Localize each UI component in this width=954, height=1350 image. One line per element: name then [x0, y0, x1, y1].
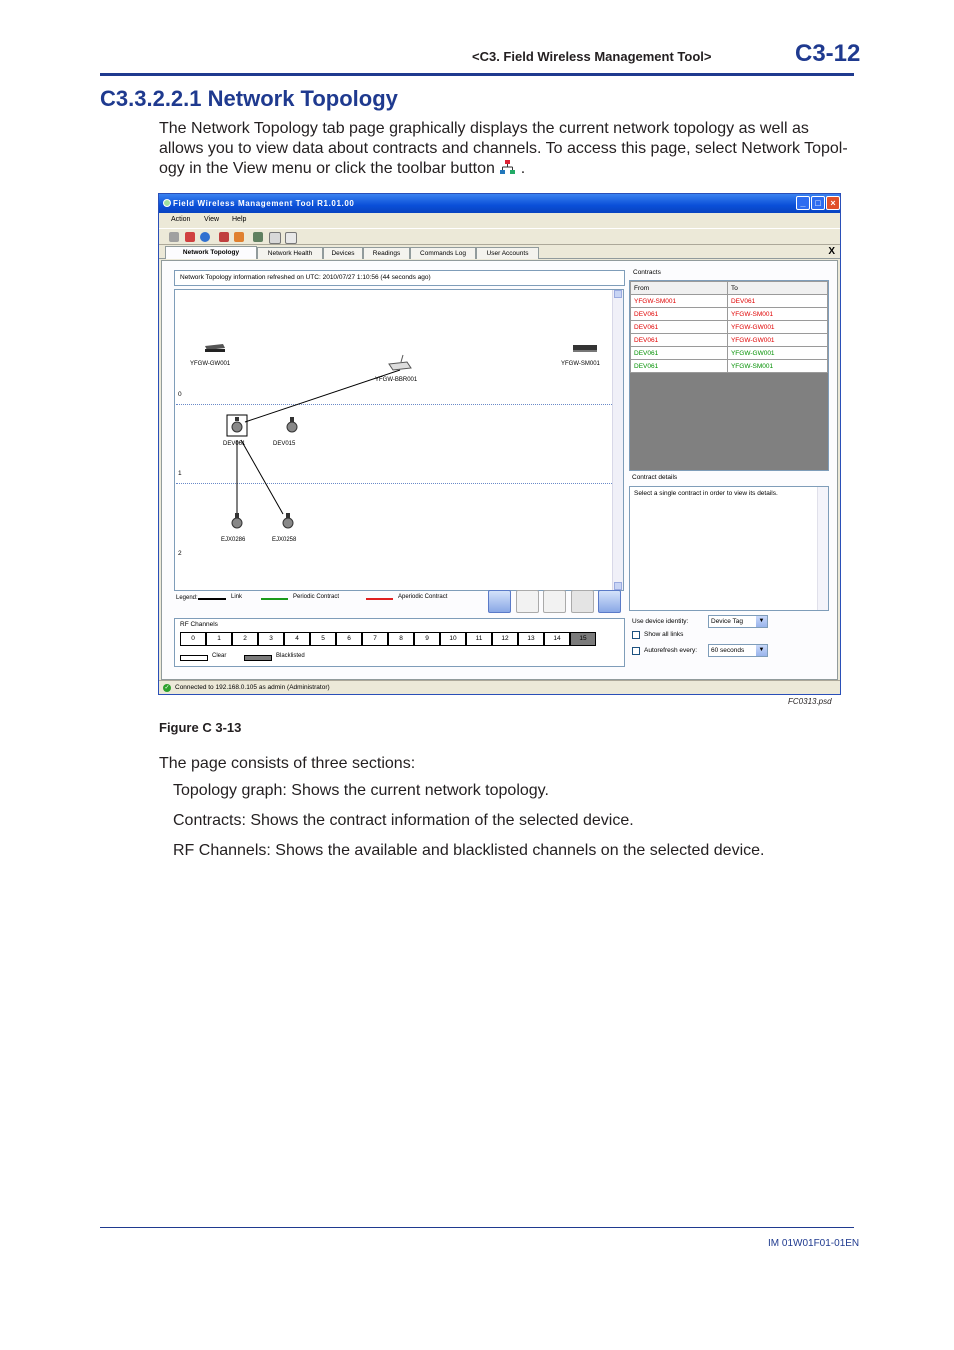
identity-value: Device Tag: [711, 618, 744, 625]
minimize-button[interactable]: _: [796, 196, 810, 210]
network-topology-icon: [499, 159, 516, 176]
rf-channel-cell: 1: [206, 632, 232, 646]
autorefresh-label: Autorefresh every:: [644, 647, 698, 654]
column-header-from[interactable]: From: [631, 282, 728, 295]
info-icon[interactable]: [200, 232, 210, 242]
zoom-in-icon[interactable]: [516, 590, 539, 613]
status-text: Connected to 192.168.0.105 as admin (Administrator): [175, 684, 330, 691]
tab-user-accounts[interactable]: User Accounts: [476, 247, 539, 259]
list-item: Contracts: Shows the contract information of the selected device.: [173, 812, 634, 829]
maximize-button[interactable]: □: [811, 196, 825, 210]
chevron-down-icon[interactable]: ▼: [756, 645, 767, 656]
gateway-device-icon: [205, 344, 225, 352]
chapter-header: <C3. Field Wireless Management Tool>: [472, 49, 712, 64]
footer-rule: [100, 1227, 854, 1228]
log-icon[interactable]: [285, 232, 297, 244]
close-button[interactable]: ×: [826, 196, 840, 210]
document-id: IM 01W01F01-01EN: [768, 1238, 860, 1249]
rf-channel-cell: 6: [336, 632, 362, 646]
rf-channels-panel: [174, 618, 625, 667]
rf-channel-cell: 14: [544, 632, 570, 646]
node-label: DEV061: [223, 441, 246, 447]
show-all-links-label: Show all links: [644, 631, 684, 638]
app-icon: [163, 199, 171, 207]
tab-devices[interactable]: Devices: [323, 247, 363, 259]
identity-label: Use device identity:: [632, 618, 689, 625]
rf-channel-cell: 3: [258, 632, 284, 646]
devices-icon[interactable]: [253, 232, 263, 242]
rf-channel-cell: 12: [492, 632, 518, 646]
contract-from-cell: DEV061: [631, 334, 728, 347]
node-label: YFGW-SM001: [561, 361, 600, 367]
menu-view[interactable]: View: [204, 216, 220, 223]
identity-select[interactable]: [708, 615, 768, 628]
tab-readings[interactable]: Readings: [363, 247, 410, 259]
intro-text: The Network Topology tab page graphically displays the current network topology as well as allows you to view data about contracts and channels. To access this page, select Network Topol-ogy in the View menu or click the toolbar button: [159, 120, 848, 177]
figure-file-name: FC0313.psd: [788, 697, 832, 706]
field-device-icon: [232, 513, 242, 528]
node-label: YFGW-BBR001: [375, 377, 418, 383]
tab-row: [159, 246, 840, 259]
rf-channel-cell: 7: [362, 632, 388, 646]
page-number: C3-12: [795, 40, 861, 67]
legend-label: Legend:: [176, 595, 198, 601]
level-label: 2: [178, 550, 182, 557]
menu-action[interactable]: Action: [171, 216, 191, 223]
contract-to-cell: YFGW-SM001: [727, 360, 827, 373]
autorefresh-checkbox[interactable]: [632, 647, 640, 655]
topology-pane: [161, 260, 838, 680]
scroll-up-icon[interactable]: [614, 290, 622, 298]
table-row[interactable]: [631, 308, 828, 321]
clear-label: Clear: [212, 653, 227, 659]
contract-from-cell: DEV061: [631, 347, 728, 360]
system-manager-icon: [573, 345, 597, 352]
field-device-icon: [287, 417, 297, 432]
autorefresh-select[interactable]: [708, 644, 768, 657]
header-rule: [100, 73, 854, 76]
field-device-icon: [227, 415, 247, 436]
figure-caption: Figure C 3-13: [159, 720, 242, 735]
node-label: EJX0258: [272, 537, 297, 543]
details-title: Contract details: [632, 474, 678, 481]
level-label: 1: [178, 470, 182, 477]
legend-aperiodic-swatch: [366, 598, 393, 600]
contract-to-cell: DEV061: [727, 295, 827, 308]
status-bar: [159, 680, 840, 695]
topology-links: [175, 290, 613, 590]
rf-channels-title: RF Channels: [180, 621, 218, 628]
autorefresh-value: 60 seconds: [711, 647, 745, 654]
node-label: EJX0286: [221, 537, 246, 543]
tab-close-icon[interactable]: X: [828, 246, 835, 257]
node-label: DEV015: [273, 441, 296, 447]
legend-link-label: Link: [231, 594, 243, 600]
menu-bar: [159, 213, 840, 227]
details-scrollbar[interactable]: [817, 487, 828, 610]
table-row[interactable]: [631, 334, 828, 347]
node-label: YFGW-GW001: [190, 361, 231, 367]
rf-channel-cell: 2: [232, 632, 258, 646]
chevron-down-icon[interactable]: ▼: [756, 616, 767, 627]
contract-from-cell: YFGW-SM001: [631, 295, 728, 308]
tab-commands-log[interactable]: Commands Log: [410, 247, 476, 259]
column-header-to[interactable]: To: [727, 282, 827, 295]
contract-to-cell: YFGW-GW001: [727, 321, 827, 334]
refresh-icon[interactable]: [598, 590, 621, 613]
topology-graph[interactable]: [174, 289, 624, 591]
table-row[interactable]: [631, 347, 828, 360]
scroll-down-icon[interactable]: [614, 582, 622, 590]
legend-periodic-swatch: [261, 598, 288, 600]
menu-help[interactable]: Help: [232, 216, 247, 223]
table-row[interactable]: [631, 295, 828, 308]
window-title: Field Wireless Management Tool R1.01.00: [173, 199, 355, 208]
legend-aperiodic-label: Aperiodic Contract: [398, 594, 448, 600]
list-item: Topology graph: Shows the current network topology.: [173, 782, 549, 799]
tab-network-health[interactable]: Network Health: [257, 247, 323, 259]
window-titlebar: [159, 194, 840, 213]
contract-to-cell: YFGW-GW001: [727, 334, 827, 347]
connected-icon: ✓: [164, 685, 170, 691]
zoom-out-icon[interactable]: [543, 590, 566, 613]
rf-channel-cell: 8: [388, 632, 414, 646]
show-all-links-checkbox[interactable]: [632, 631, 640, 639]
network-health-icon[interactable]: [234, 232, 244, 242]
intro-end: .: [516, 160, 526, 177]
contract-to-cell: YFGW-GW001: [727, 347, 827, 360]
blacklisted-swatch: [244, 655, 272, 661]
center-icon[interactable]: [571, 590, 594, 613]
table-row[interactable]: [631, 360, 828, 373]
rf-channel-cell: 10: [440, 632, 466, 646]
app-screenshot: [158, 193, 841, 695]
section-title: C3.3.2.2.1 Network Topology: [100, 86, 398, 111]
blacklisted-label: Blacklisted: [276, 653, 305, 659]
rf-channel-cell: 13: [518, 632, 544, 646]
list-item: RF Channels: Shows the available and blacklisted channels on the selected device.: [173, 842, 765, 859]
contract-from-cell: DEV061: [631, 321, 728, 334]
rf-channel-cell: 15: [570, 632, 596, 646]
contract-details: [629, 486, 829, 611]
level-label: 0: [178, 391, 182, 398]
backbone-router-icon: [389, 355, 411, 370]
toolbar: [159, 228, 840, 245]
tab-network-topology[interactable]: Network Topology: [165, 246, 257, 259]
rf-channel-cell: 4: [284, 632, 310, 646]
contracts-grid: [630, 281, 828, 373]
sections-intro: The page consists of three sections:: [159, 755, 416, 772]
disconnect-icon[interactable]: [185, 232, 195, 242]
intro-paragraph: [159, 119, 856, 179]
legend-link-swatch: [198, 598, 226, 600]
rf-channel-cell: 11: [466, 632, 492, 646]
readings-icon[interactable]: [269, 232, 281, 244]
rf-channel-cell: 9: [414, 632, 440, 646]
clear-swatch: [180, 655, 208, 661]
contract-from-cell: DEV061: [631, 308, 728, 321]
legend-periodic-label: Periodic Contract: [293, 594, 340, 600]
network-topology-tool-icon[interactable]: [219, 232, 229, 242]
topology-scrollbar[interactable]: [612, 290, 623, 590]
field-device-icon: [283, 513, 293, 528]
contract-from-cell: DEV061: [631, 360, 728, 373]
table-row[interactable]: [631, 321, 828, 334]
contracts-title: Contracts: [633, 269, 661, 276]
rf-channel-cell: 0: [180, 632, 206, 646]
contracts-table: [629, 280, 829, 471]
fit-to-window-icon[interactable]: [488, 590, 511, 613]
refresh-info: Network Topology information refreshed on UTC: 2010/07/27 1:10:56 (44 seconds ago): [174, 270, 625, 286]
rf-channel-cell: 5: [310, 632, 336, 646]
connect-icon[interactable]: [169, 232, 179, 242]
contract-to-cell: YFGW-SM001: [727, 308, 827, 321]
details-text: Select a single contract in order to view its details.: [634, 490, 778, 497]
